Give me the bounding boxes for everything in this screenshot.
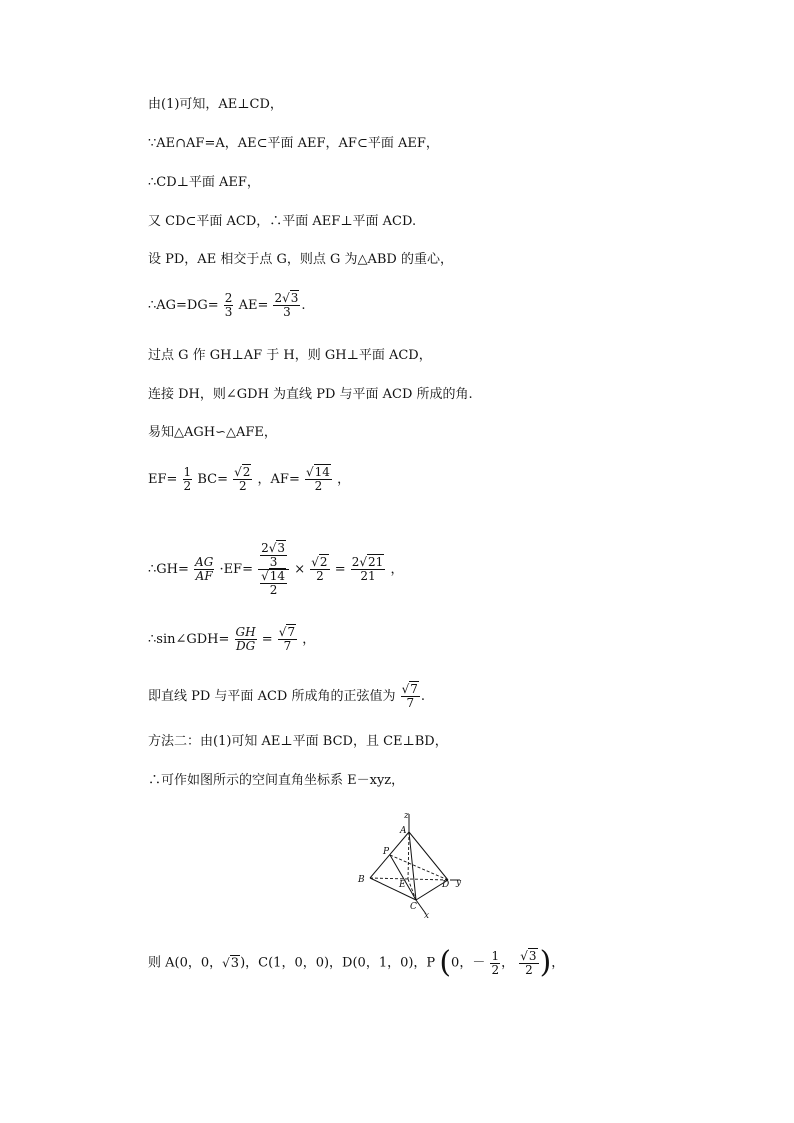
- numerator: 2: [224, 291, 233, 305]
- fraction: [278, 626, 297, 653]
- fraction: [351, 556, 386, 583]
- period: .: [420, 689, 426, 704]
- numerator: [260, 570, 287, 584]
- coef: 2: [261, 541, 269, 555]
- edge-BD: [370, 878, 448, 880]
- text-line: 方法二：由(1)可知 AE⊥平面 BCD，且 CE⊥BD，: [148, 734, 448, 749]
- fraction: [194, 556, 214, 583]
- label-P: P: [383, 847, 390, 857]
- label-z: z: [404, 811, 409, 821]
- numerator: [260, 542, 287, 556]
- text-segment: ，: [337, 472, 351, 487]
- coordinate-diagram: [350, 808, 480, 920]
- radicand: 3: [277, 541, 286, 555]
- sqrt-sign: √: [359, 555, 368, 569]
- denominator: 7: [406, 696, 415, 710]
- label-x: x: [424, 911, 430, 920]
- edge-AD: [409, 832, 448, 880]
- sqrt-sign: √: [311, 555, 319, 569]
- denominator: 2: [269, 583, 278, 597]
- numerator: 1: [183, 465, 192, 479]
- text-segment: 即直线 PD 与平面 ACD 所成角的正弦值为: [148, 689, 396, 704]
- text-line: 连接 DH，则∠GDH 为直线 PD 与平面 ACD 所成的角.: [148, 387, 473, 402]
- coef: 2: [274, 291, 283, 305]
- fraction: [519, 950, 538, 977]
- text-line: 易知△AGH∽△AFE，: [148, 425, 277, 440]
- text-line: 由(1)可知，AE⊥CD，: [148, 97, 283, 112]
- sqrt-sign: √: [261, 569, 269, 583]
- label-A: A: [400, 826, 407, 836]
- denominator: 2: [238, 479, 247, 493]
- numerator: [278, 626, 297, 640]
- right-paren: ): [539, 945, 552, 980]
- numerator: [310, 556, 329, 570]
- period: .: [301, 298, 306, 313]
- label-D: D: [442, 880, 450, 890]
- radicand: 7: [410, 682, 418, 696]
- text-segment: ，: [551, 955, 565, 971]
- radicand: 14: [314, 465, 330, 479]
- radicand: 3: [290, 291, 299, 305]
- fraction: [224, 292, 234, 319]
- radicand: 2: [319, 555, 328, 569]
- text-line: 又 CD⊂平面 ACD，∴平面 AEF⊥平面 ACD.: [148, 214, 417, 229]
- fraction: [305, 466, 332, 493]
- fraction: [183, 466, 193, 493]
- numerator: [401, 683, 420, 697]
- text-segment: ∴GH=: [148, 562, 189, 577]
- math-line: [148, 542, 403, 597]
- text-segment: ·EF=: [219, 562, 253, 577]
- math-line: [148, 683, 425, 710]
- numerator: [519, 950, 538, 964]
- segment-PD: [390, 855, 448, 880]
- text-line: 过点 G 作 GH⊥AF 于 H，则 GH⊥平面 ACD，: [148, 348, 432, 363]
- fraction: [260, 570, 287, 597]
- text-segment: 则 A(0，0，: [148, 955, 223, 971]
- segment-AE: [408, 832, 409, 879]
- left-paren: (: [439, 945, 452, 980]
- complex-fraction: [258, 542, 289, 597]
- text-segment: EF=: [148, 472, 178, 487]
- denominator: 3: [224, 305, 233, 319]
- equals-sign: =: [261, 632, 273, 647]
- text-line: ∴CD⊥平面 AEF，: [148, 175, 260, 190]
- sqrt-sign: √: [401, 682, 410, 696]
- numerator: [258, 542, 289, 570]
- label-E: E: [399, 880, 406, 890]
- fraction: [401, 683, 420, 710]
- radicand: 21: [368, 555, 384, 569]
- math-line: [148, 466, 350, 493]
- equals-sign: =: [334, 562, 346, 577]
- fraction: [233, 466, 252, 493]
- denominator: 2: [525, 962, 533, 977]
- text-segment: ，: [390, 562, 404, 577]
- edge-AB: [370, 832, 409, 878]
- numerator: [305, 466, 332, 480]
- denominator: 3: [283, 305, 291, 319]
- denominator: 2: [316, 569, 324, 583]
- text-line: ∵AE∩AF=A，AE⊂平面 AEF，AF⊂平面 AEF，: [148, 136, 439, 151]
- sqrt-sign: √: [306, 465, 314, 479]
- radicand: 14: [269, 569, 286, 583]
- numerator: [351, 556, 386, 570]
- text-segment: )，C(1，0，0)，D(0，1，0)，P: [240, 955, 436, 971]
- text-segment: BC=: [197, 472, 228, 487]
- radicand: 3: [230, 955, 240, 971]
- label-C: C: [410, 902, 417, 912]
- label-y: y: [456, 878, 462, 888]
- numerator: [273, 292, 300, 306]
- text-segment: ∴sin∠GDH=: [148, 632, 230, 647]
- sqrt-sign: √: [268, 541, 277, 555]
- text-segment: ，: [302, 632, 316, 647]
- radicand: 3: [528, 948, 537, 963]
- sqrt-sign: √: [234, 465, 242, 479]
- sqrt-sign: √: [282, 291, 290, 305]
- coef: 2: [351, 555, 360, 569]
- fraction: [260, 542, 287, 569]
- sqrt-sign: √: [520, 948, 528, 963]
- radicand: 2: [242, 465, 251, 479]
- radicand: 7: [287, 625, 296, 639]
- text-line: 设 PD，AE 相交于点 G，则点 G 为△ABD 的重心，: [148, 252, 453, 267]
- times-sign: ×: [294, 562, 306, 577]
- denominator: [258, 570, 289, 597]
- text-segment: ∴AG=DG=: [148, 298, 219, 313]
- numerator: AG: [195, 555, 214, 569]
- text-line: ∴可作如图所示的空间直角坐标系 E－xyz，: [148, 773, 405, 788]
- math-line: [148, 292, 306, 319]
- sqrt-sign: √: [222, 955, 230, 970]
- numerator: 1: [491, 948, 500, 963]
- fraction: [490, 950, 500, 977]
- text-segment: AE=: [238, 298, 269, 313]
- label-B: B: [358, 875, 365, 885]
- fraction: [310, 556, 329, 583]
- text-segment: ，AF=: [257, 472, 300, 487]
- math-line: [148, 945, 565, 980]
- denominator: 21: [360, 569, 376, 583]
- numerator: [233, 466, 252, 480]
- denominator: 2: [314, 479, 323, 493]
- fraction: [235, 626, 257, 653]
- numerator: GH: [235, 625, 256, 639]
- denominator: DG: [235, 639, 256, 653]
- sqrt-sign: √: [278, 625, 287, 639]
- denominator: 3: [269, 555, 278, 569]
- denominator: 2: [491, 962, 500, 977]
- denominator: AF: [195, 569, 213, 583]
- denominator: 2: [183, 479, 192, 493]
- denominator: 7: [283, 639, 292, 653]
- text-segment: 0，－: [451, 955, 486, 971]
- math-line: [148, 626, 315, 653]
- fraction: [273, 292, 300, 319]
- text-segment: ，: [501, 955, 515, 971]
